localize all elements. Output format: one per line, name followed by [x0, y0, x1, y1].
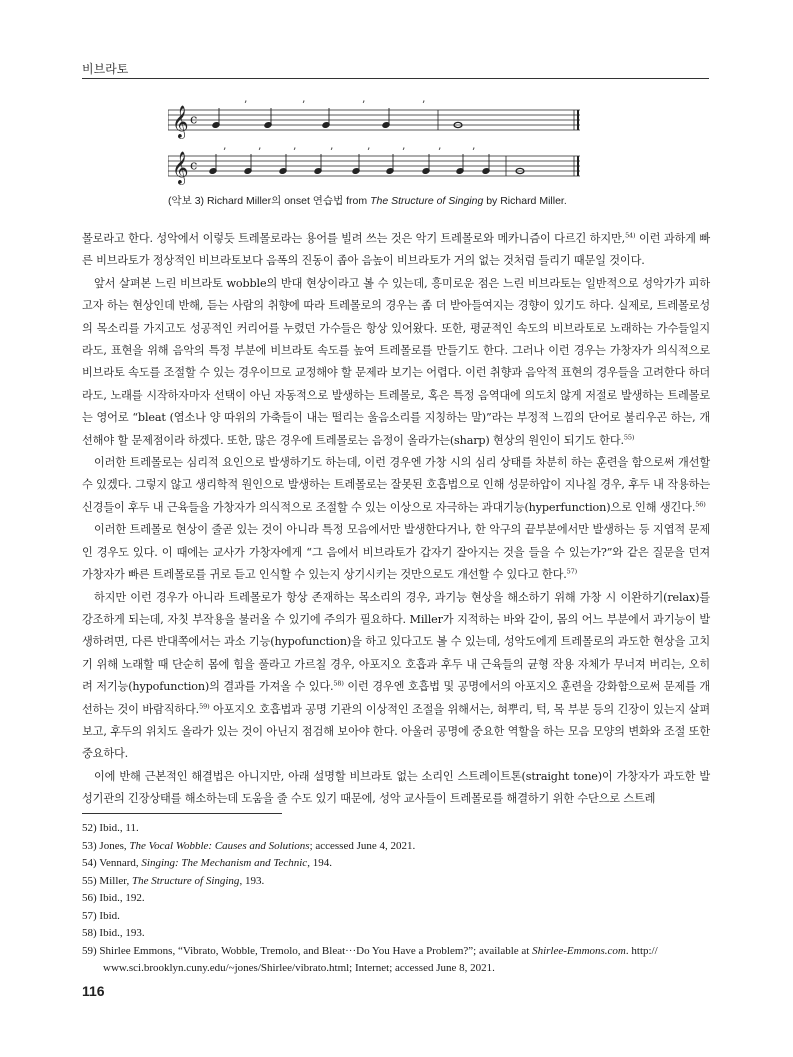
common-time-icon: c: [190, 158, 198, 174]
footnote-ref: 58): [333, 679, 344, 688]
footnote-number: 52): [82, 822, 97, 834]
footnote-number: 54): [82, 857, 97, 869]
footnote: 59) Shirlee Emmons, “Vibrato, Wobble, Tremolo, and Bleat···Do You Have a Problem?”; available at Shirlee-Emmons.com. http://: [82, 943, 710, 961]
svg-text:’: ’: [422, 100, 426, 111]
svg-text:’: ’: [362, 100, 366, 111]
footnote: 58) Ibid., 193.: [82, 925, 710, 943]
staff-1-notes: [212, 100, 462, 128]
footnote-ref: 56): [695, 500, 706, 509]
running-header: 비브라토: [82, 62, 129, 76]
header-divider: [82, 78, 709, 79]
footnote-ref: 55): [623, 432, 635, 441]
footnote-number: 53): [82, 839, 97, 852]
paragraph: 이에 반해 근본적인 해결법은 아니지만, 아래 설명할 비브라토 없는 소리인 스트레이트톤(straight tone)이 가창자가 과도한 발성기관의 긴장상태를 해소하는데 도움을 줄 수도 있기 때문에, 성악 교사들이 트레몰로를 해결하기 위한 수단으로 스트레: [82, 769, 710, 806]
footnote-ref: 57): [566, 567, 577, 576]
treble-clef-icon: 𝄞: [172, 105, 189, 138]
footnote: 55) Miller, The Structure of Singing, 193.: [82, 873, 710, 891]
paragraph: 이러한 트레몰로는 심리적 요인으로 발생하기도 하는데, 이런 경우엔 가창 시의 심리 상태를 차분히 하는 훈련을 함으로써 개선할 수 있겠다. 그렇지 않고 생리학적 원인으로 발생하는 트레몰로는 잘못된 호흡법으로 인해 성문하압이 지나칠 경우, 후두 내 작용하는 신경들이 후두 내 근육들을 가창자가 의식적으로 조절할 수 있는 이상으로 자극하는 과대기능(hyperfunction)으로 인해 생긴다.$^{56)}$: [82, 456, 710, 514]
onset-exercise-score: [168, 98, 598, 193]
footnote-ref: 54): [625, 231, 636, 240]
common-time-icon: c: [190, 112, 198, 128]
svg-text:’: ’: [244, 100, 248, 111]
footnote: 57) Ibid.: [82, 908, 710, 926]
footnote: 54) Vennard, Singing: The Mechanism and Technic, 194.: [82, 855, 710, 873]
svg-text:’: ’: [258, 147, 262, 158]
footnote-number: 55): [82, 874, 97, 887]
footnote-number: 59): [82, 944, 97, 957]
body-text: [82, 228, 710, 811]
paragraph: 몰로라고 한다. 성악에서 이렇듯 트레몰로라는 용어를 빌려 쓰는 것은 악기 트레몰로와 메카니즘이 다르긴 하지만,$^{54)}$ 이런 과하게 빠른 비브라토가 정상적인 비브라토보다 음폭의 진동이 좁아 음높이 비브라토가 거의 없는 것처럼 들리기 때문일 것이다.: [82, 231, 710, 268]
paragraph: 이러한 트레몰로 현상이 줄곧 있는 것이 아니라 특정 모음에서만 발생한다거나, 한 악구의 끝부분에서만 발생하는 등 지엽적 문제인 경우도 있다. 이 때에는 교사가 가창자에게 “그 음에서 비브라토가 갑자기 잘아지는 것을 들을 수 있는가?”와 같은 질문을 던져 가창자가 빠른 트레몰로를 귀로 듣고 인식할 수 있는지 상기시키는 것만으로도 개선할 수 있다고 한다.$^{57)}$: [82, 523, 710, 582]
paragraph: 앞서 살펴본 느린 비브라토 wobble의 반대 현상이라고 볼 수 있는데, 흥미로운 점은 느린 비브라토는 일반적으로 성악가가 피하고자 하는 현상인데 반해, 듣는 사람의 취향에 따라 트레몰로의 경우는 좀 더 받아들여지는 경향이 있기도 하다. 실제로, 트레몰로성의 목소리를 가지고도 성공적인 커리어를 누렸던 가수들은 항상 있어왔다. 또한, 평균적인 속도의 비브라토로 노래하는 가수들일지라도, 표현을 위해 음악의 특정 부분에 비브라토 속도를 높여 트레몰로를 만들기도 한다. 그러나 이런 경우는 가창자가 의식적으로 비브라토 속도를 조절할 수 있는 경우이므로 교정해야 할 문제라 보기는 어렵다. 이런 취향과 음악적 표현의 경우들을 고려한다 하더라도, 노래를 시작하자마자 선택이 아닌 자동적으로 발생하는 트레몰로, 혹은 특정 음역대에 의도치 않게 저절로 발생하는 트레몰로는 영어로 “bleat (염소나 양 따위의 가축들이 내는 떨리는 울음소리를 지칭하는 말)”라는 부정적 느낌의 단어로 불리우곤 하는, 개선해야 할 문제점이라 하겠다. 또한, 많은 경우에 트레몰로는 음정이 올라가는(sharp) 현상의 원인이 되기도 한다.$^{55)}$: [82, 276, 710, 447]
svg-text:’: ’: [438, 147, 442, 158]
footnote-number: 56): [82, 892, 97, 904]
footnote: 56) Ibid., 192.: [82, 890, 710, 908]
footnote: www.sci.brooklyn.cuny.edu/~jones/Shirlee/vibrato.html; Internet; accessed June 8, 2021.: [103, 962, 495, 974]
figure-caption: (악보 3) Richard Miller의 onset 연습법 from The Structure of Singing by Richard Miller.: [168, 195, 567, 207]
page-number: 116: [82, 983, 105, 999]
svg-text:’: ’: [330, 147, 334, 158]
footnote-number: 57): [82, 909, 97, 922]
svg-text:’: ’: [402, 147, 406, 158]
footnote-ref: 59): [199, 701, 210, 710]
svg-text:’: ’: [302, 100, 306, 111]
footnotes: [82, 820, 710, 978]
treble-clef-icon: 𝄞: [172, 151, 189, 184]
footnote-divider: [82, 813, 282, 814]
footnote: 52) Ibid., 11.: [82, 820, 710, 838]
footnote-number: 58): [82, 927, 97, 939]
svg-text:’: ’: [293, 147, 297, 158]
paragraph: 하지만 이런 경우가 아니라 트레몰로가 항상 존재하는 목소리의 경우, 과기능 현상을 해소하기 위해 가창 시 이완하기(relax)를 강조하게 되는데, 자칫 부작용을 불러올 수 있기에 주의가 필요하다. Miller가 지적하는 바와 같이, 몸의 어느 부분에서 과기능이 발생하려면, 다른 반대쪽에서는 과소 기능(hypofunction)을 하고 있다고도 볼 수 있는데, 성악도에게 트레몰로의 과도한 현상을 고치기 위해 노래할 때 단순히 몸에 힘을 풀라고 가르칠 경우, 아포지오 호흡과 후두 내 근육들의 균형 작용 자체가 무너져 버리는, 오히려 저기능(hypofunction)의 결과를 가져올 수 있다.$^{58)}$ 이런 경우엔 호흡법 및 공명에서의 아포지오 훈련을 강화함으로써 문제를 개선하는 것이 바람직하다.$^{59)}$ 아포지오 호흡법과 공명 기관의 이상적인 조절을 위해서는, 혀뿌리, 턱, 목 부분 등의 긴장이 있는지 살펴보고, 후두의 위치도 올라가 있는 것이 아닌지 점검해 보아야 한다. 아울러 공명에 중요한 역할을 하는 모음 모양의 변화와 조절 또한 중요하다.: [82, 590, 710, 761]
svg-text:’: ’: [472, 147, 476, 158]
svg-text:’: ’: [367, 147, 371, 158]
music-score-figure: [168, 98, 598, 208]
footnote: 53) Jones, The Vocal Wobble: Causes and Solutions; accessed June 4, 2021.: [82, 838, 710, 856]
staff-1: [168, 110, 580, 130]
svg-text:’: ’: [223, 147, 227, 158]
